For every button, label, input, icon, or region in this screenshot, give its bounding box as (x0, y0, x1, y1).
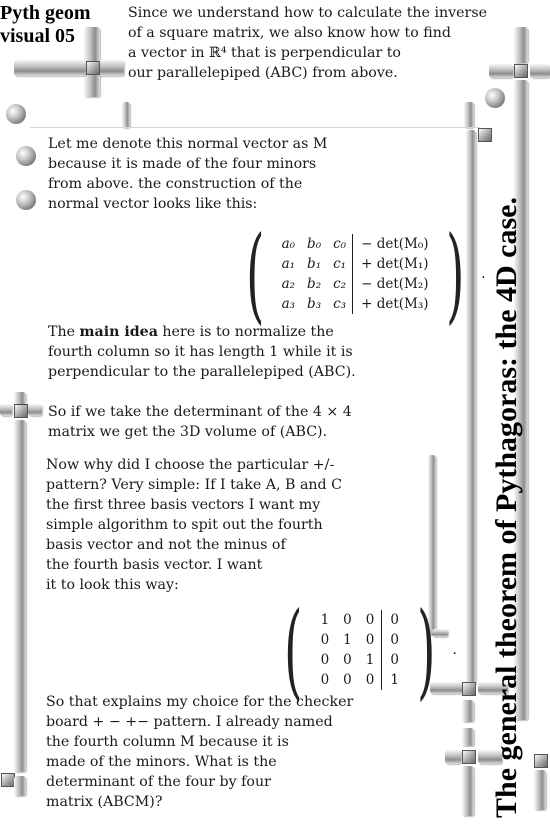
matrix-cell: c₁ (333, 256, 347, 272)
text-line: determinant of the four by four (46, 774, 271, 790)
matrix-cell: − det(M₂) (353, 274, 435, 294)
matrix-cell: b₂ (307, 276, 322, 292)
text-line: it to look this way: (46, 577, 179, 593)
deco-knob (514, 64, 528, 78)
deco-bar-vertical (514, 27, 528, 63)
bullet-ball (6, 104, 26, 124)
right-paren: ) (445, 213, 464, 335)
text-line: made of the minors. What is the (46, 754, 277, 770)
main-idea-paragraph (48, 322, 356, 382)
matrix-cell: 0 (343, 612, 352, 628)
left-paren: ( (284, 589, 303, 711)
matrix-cell: 0 (382, 650, 406, 670)
deco-bar-horizontal (14, 60, 86, 76)
title-line-1: Pyth geom (0, 2, 91, 24)
deco-bar-horizontal (98, 60, 124, 76)
deco-bar-vertical (534, 770, 546, 810)
deco-knob (462, 682, 476, 696)
matrix-period: . (452, 642, 457, 658)
matrix-grid (314, 610, 406, 690)
text-run: here is to normalize the (157, 324, 334, 340)
deco-bar-vertical (14, 420, 26, 772)
matrix-cell: b₀ (307, 236, 322, 252)
matrix-cell: 1 (320, 612, 330, 628)
matrix-row (276, 274, 435, 294)
text-line: Now why did I choose the particular +/- (46, 457, 335, 473)
deco-knob (1, 773, 15, 787)
deco-knob (534, 754, 548, 768)
matrix-cell: b₃ (307, 296, 322, 312)
closing-paragraph (46, 692, 353, 812)
text-line: our parallelepiped (ABC) from above. (128, 65, 398, 81)
bullet-ball (485, 88, 505, 108)
bullet-ball (16, 190, 36, 210)
determinant-paragraph (48, 402, 352, 442)
matrix-grid (276, 234, 435, 314)
text-line: a vector in ℝ⁴ that is perpendicular to (128, 45, 401, 61)
deco-bar-vertical (122, 102, 130, 128)
deco-bar-horizontal (0, 404, 12, 416)
matrix-cell: 0 (382, 630, 406, 650)
deco-bar-vertical (462, 728, 474, 746)
matrix-row (314, 670, 406, 690)
text-line: the fourth basis vector. I want (46, 557, 263, 573)
vertical-title: The general theorem of Pythagoras: the 4D case. (490, 197, 523, 818)
matrix-cell: 0 (343, 672, 352, 688)
matrix-cell: a₂ (281, 276, 296, 292)
text-line: matrix (ABCM)? (46, 794, 163, 810)
matrix-cell: 0 (365, 632, 375, 648)
left-paren: ( (246, 213, 265, 335)
divider-line (30, 127, 480, 128)
text-line: matrix we get the 3D volume of (ABC). (48, 424, 328, 440)
deco-bar-horizontal (28, 404, 42, 416)
matrix-cell: c₂ (333, 276, 347, 292)
deco-bar-vertical (466, 130, 476, 685)
text-run: The (48, 324, 80, 340)
matrix-cell: a₁ (281, 256, 296, 272)
normal-vector-paragraph (48, 134, 327, 214)
text-line: perpendicular to the parallelepiped (ABC). (48, 364, 356, 380)
text-line: basis vector and not the minus of (46, 537, 286, 553)
deco-bar-vertical (462, 700, 474, 722)
text-line: So that explains my choice for the checker (46, 694, 354, 710)
text-line: pattern? Very simple: If I take A, B and C (46, 477, 342, 493)
matrix-cell: 0 (343, 652, 352, 668)
matrix-cell: 0 (382, 610, 406, 630)
matrix-cell: 0 (365, 672, 375, 688)
deco-knob (86, 61, 100, 75)
deco-knob (462, 750, 476, 764)
matrix-row (314, 650, 406, 670)
matrix-row (314, 610, 406, 630)
matrix-cell: 1 (365, 652, 375, 668)
matrix-cell: 1 (343, 632, 352, 648)
deco-bar-horizontal (445, 750, 461, 764)
text-line: because it is made of the four minors (48, 156, 317, 172)
deco-bar-horizontal (489, 64, 513, 78)
matrix-row (276, 254, 435, 274)
text-line: So if we take the determinant of the 4 × 4 (48, 404, 352, 420)
matrix-cell: a₀ (281, 236, 296, 252)
matrix-cell: 0 (365, 612, 375, 628)
title-line-2: visual 05 (0, 25, 76, 47)
matrix-cell: + det(M₃) (353, 294, 435, 314)
text-line: from above. the construction of the (48, 176, 303, 192)
matrix-cell: c₃ (333, 296, 347, 312)
text-line: of a square matrix, we also know how to find (128, 25, 451, 41)
right-paren: ) (417, 589, 436, 711)
text-line: fourth column so it has length 1 while it is (48, 344, 353, 360)
text-line: the first three basis vectors I want my (46, 497, 321, 513)
intro-paragraph (128, 3, 487, 83)
matrix-cell: 0 (320, 652, 330, 668)
text-line: simple algorithm to spit out the fourth (46, 517, 323, 533)
text-line: Let me denote this normal vector as M (48, 136, 328, 152)
deco-knob (478, 128, 492, 142)
matrix-row (276, 294, 435, 314)
emphasis-text: main idea (79, 324, 158, 340)
matrix-cell: + det(M₁) (353, 254, 435, 274)
matrix-row (314, 630, 406, 650)
deco-bar-vertical (464, 102, 474, 128)
matrix-cell: c₀ (333, 236, 347, 252)
matrix-cell: 0 (320, 632, 330, 648)
matrix-row (276, 234, 435, 254)
text-line: Since we understand how to calculate the inverse (128, 5, 488, 21)
matrix-cell: b₁ (307, 256, 322, 272)
text-line: the fourth column M because it is (46, 734, 289, 750)
text-line (48, 322, 356, 342)
minors-matrix (235, 213, 486, 335)
identity-matrix (273, 589, 457, 711)
deco-knob (14, 404, 28, 418)
deco-bar-vertical (14, 392, 26, 404)
matrix-cell: 0 (320, 672, 330, 688)
text-line: normal vector looks like this: (48, 196, 258, 212)
matrix-cell: a₃ (281, 296, 296, 312)
deco-bar-vertical (462, 766, 474, 816)
deco-bar-horizontal (530, 64, 550, 78)
why-paragraph (46, 455, 342, 595)
text-line: board + − +− pattern. I already named (46, 714, 333, 730)
bullet-ball (16, 146, 36, 166)
matrix-cell: − det(M₀) (353, 234, 435, 254)
matrix-cell: 1 (382, 670, 406, 690)
deco-bar-vertical (14, 776, 26, 796)
matrix-period: . (481, 266, 486, 282)
